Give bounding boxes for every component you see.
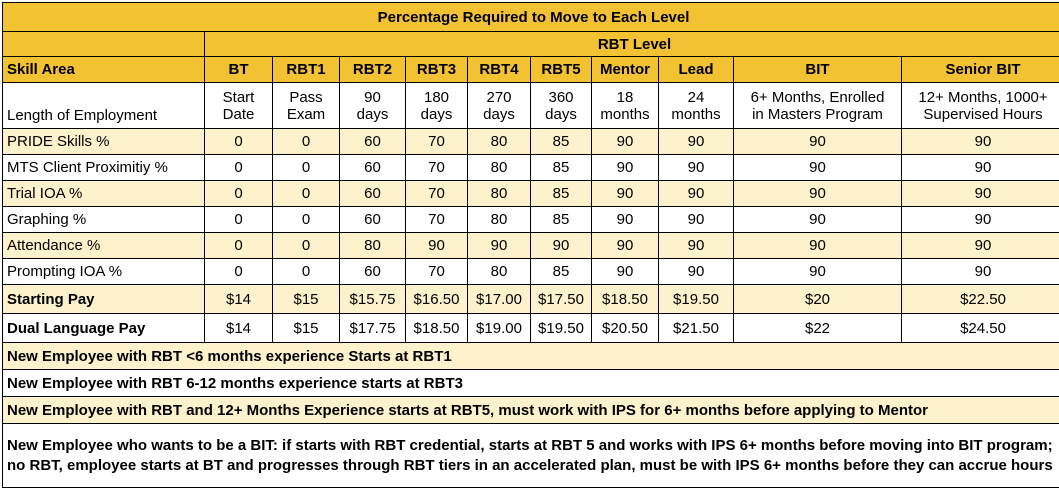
employment-cell: Pass Exam bbox=[273, 83, 340, 129]
skill-value: 80 bbox=[468, 207, 531, 233]
skill-value: 90 bbox=[902, 259, 1059, 285]
pay-value: $18.50 bbox=[406, 314, 468, 343]
employment-cell: 18 months bbox=[592, 83, 659, 129]
header-blank-cell bbox=[3, 32, 205, 57]
skill-value: 90 bbox=[734, 259, 902, 285]
skill-value: 90 bbox=[531, 233, 592, 259]
skill-value: 0 bbox=[273, 155, 340, 181]
skill-value: 0 bbox=[205, 129, 273, 155]
skill-value: 90 bbox=[734, 207, 902, 233]
employment-cell: 360 days bbox=[531, 83, 592, 129]
skill-value: 85 bbox=[531, 181, 592, 207]
skill-value: 90 bbox=[592, 181, 659, 207]
skill-value: 90 bbox=[659, 181, 734, 207]
skill-value: 90 bbox=[592, 155, 659, 181]
pay-value: $22 bbox=[734, 314, 902, 343]
skill-label: Graphing % bbox=[3, 207, 205, 233]
level-header-row bbox=[3, 57, 1059, 83]
skill-value: 60 bbox=[340, 129, 406, 155]
employment-label: Length of Employment bbox=[3, 83, 205, 129]
pay-value: $16.50 bbox=[406, 285, 468, 314]
pay-value: $14 bbox=[205, 285, 273, 314]
skill-value: 70 bbox=[406, 129, 468, 155]
skill-value: 90 bbox=[592, 259, 659, 285]
skill-value: 90 bbox=[734, 155, 902, 181]
employment-cell: 90 days bbox=[340, 83, 406, 129]
employment-cell: 24 months bbox=[659, 83, 734, 129]
skill-value: 70 bbox=[406, 181, 468, 207]
level-header: RBT1 bbox=[273, 57, 340, 83]
note-row bbox=[3, 424, 1059, 488]
pay-value: $15 bbox=[273, 314, 340, 343]
skill-value: 60 bbox=[340, 155, 406, 181]
pay-value: $19.50 bbox=[531, 314, 592, 343]
pay-label: Dual Language Pay bbox=[3, 314, 205, 343]
level-header: RBT5 bbox=[531, 57, 592, 83]
skill-value: 0 bbox=[273, 259, 340, 285]
note-row bbox=[3, 397, 1059, 424]
skill-value: 90 bbox=[902, 155, 1059, 181]
pay-value: $20 bbox=[734, 285, 902, 314]
note-row bbox=[3, 370, 1059, 397]
skill-label: Attendance % bbox=[3, 233, 205, 259]
employment-row bbox=[3, 83, 1059, 129]
note-text: New Employee with RBT and 12+ Months Experience starts at RBT5, must work with IPS for 6+ months before applying to Mentor bbox=[3, 397, 1059, 424]
skill-value: 85 bbox=[531, 207, 592, 233]
skill-value: 0 bbox=[205, 155, 273, 181]
level-header: Senior BIT bbox=[902, 57, 1059, 83]
skill-value: 0 bbox=[205, 233, 273, 259]
skill-value: 80 bbox=[468, 129, 531, 155]
pay-value: $20.50 bbox=[592, 314, 659, 343]
skill-row-mts bbox=[3, 155, 1059, 181]
level-header: BT bbox=[205, 57, 273, 83]
pay-value: $19.00 bbox=[468, 314, 531, 343]
level-header: Mentor bbox=[592, 57, 659, 83]
skill-value: 90 bbox=[902, 207, 1059, 233]
pay-value: $17.50 bbox=[531, 285, 592, 314]
pay-value: $21.50 bbox=[659, 314, 734, 343]
employment-cell: 12+ Months, 1000+ Supervised Hours bbox=[902, 83, 1059, 129]
note-text: New Employee with RBT 6-12 months experience starts at RBT3 bbox=[3, 370, 1059, 397]
skill-value: 60 bbox=[340, 259, 406, 285]
employment-cell: 270 days bbox=[468, 83, 531, 129]
skill-value: 85 bbox=[531, 259, 592, 285]
starting-pay-row bbox=[3, 285, 1059, 314]
skill-row-pride bbox=[3, 129, 1059, 155]
pay-value: $18.50 bbox=[592, 285, 659, 314]
skill-value: 0 bbox=[273, 129, 340, 155]
employment-cell: Start Date bbox=[205, 83, 273, 129]
skill-value: 0 bbox=[205, 259, 273, 285]
skill-area-header: Skill Area bbox=[3, 57, 205, 83]
skill-value: 60 bbox=[340, 207, 406, 233]
skill-value: 0 bbox=[273, 207, 340, 233]
skill-value: 70 bbox=[406, 207, 468, 233]
skill-label: Trial IOA % bbox=[3, 181, 205, 207]
pay-value: $22.50 bbox=[902, 285, 1059, 314]
skill-value: 90 bbox=[468, 233, 531, 259]
pay-label: Starting Pay bbox=[3, 285, 205, 314]
pay-value: $14 bbox=[205, 314, 273, 343]
level-header: BIT bbox=[734, 57, 902, 83]
note-text: New Employee who wants to be a BIT: if starts with RBT credential, starts at RBT 5 and works with IPS 6+ months before moving into BIT program; no RBT, employee starts at BT and progresses through RBT tiers in an accelerated plan, must be with IPS 6+ months before they can accrue hours bbox=[3, 424, 1059, 488]
level-header: RBT4 bbox=[468, 57, 531, 83]
skill-value: 90 bbox=[592, 207, 659, 233]
skill-value: 70 bbox=[406, 155, 468, 181]
skill-label: Prompting IOA % bbox=[3, 259, 205, 285]
skill-value: 80 bbox=[468, 181, 531, 207]
skill-label: MTS Client Proximitiy % bbox=[3, 155, 205, 181]
pay-value: $19.50 bbox=[659, 285, 734, 314]
pay-value: $15.75 bbox=[340, 285, 406, 314]
rbt-level-header: RBT Level bbox=[205, 32, 1059, 57]
note-text: New Employee with RBT <6 months experience Starts at RBT1 bbox=[3, 343, 1059, 370]
pay-value: $15 bbox=[273, 285, 340, 314]
employment-cell: 6+ Months, Enrolled in Masters Program bbox=[734, 83, 902, 129]
skill-value: 90 bbox=[902, 129, 1059, 155]
level-header: RBT3 bbox=[406, 57, 468, 83]
skill-label: PRIDE Skills % bbox=[3, 129, 205, 155]
level-header: Lead bbox=[659, 57, 734, 83]
pay-value: $24.50 bbox=[902, 314, 1059, 343]
skill-value: 80 bbox=[340, 233, 406, 259]
skill-value: 0 bbox=[273, 181, 340, 207]
employment-cell: 180 days bbox=[406, 83, 468, 129]
skill-value: 90 bbox=[406, 233, 468, 259]
skill-value: 85 bbox=[531, 155, 592, 181]
skill-value: 90 bbox=[902, 181, 1059, 207]
skill-value: 0 bbox=[205, 207, 273, 233]
skill-row-trial-ioa bbox=[3, 181, 1059, 207]
skill-value: 80 bbox=[468, 259, 531, 285]
skill-value: 90 bbox=[902, 233, 1059, 259]
skill-value: 70 bbox=[406, 259, 468, 285]
skill-value: 90 bbox=[659, 259, 734, 285]
skill-value: 90 bbox=[734, 181, 902, 207]
skill-value: 80 bbox=[468, 155, 531, 181]
skill-value: 90 bbox=[659, 129, 734, 155]
table-title: Percentage Required to Move to Each Level bbox=[3, 3, 1059, 32]
skill-value: 90 bbox=[592, 129, 659, 155]
skill-row-attendance bbox=[3, 233, 1059, 259]
skill-value: 90 bbox=[734, 233, 902, 259]
skill-value: 90 bbox=[592, 233, 659, 259]
skill-value: 85 bbox=[531, 129, 592, 155]
level-requirements-table bbox=[2, 2, 1059, 488]
skill-value: 0 bbox=[205, 181, 273, 207]
skill-value: 60 bbox=[340, 181, 406, 207]
note-row bbox=[3, 343, 1059, 370]
level-header: RBT2 bbox=[340, 57, 406, 83]
dual-language-pay-row bbox=[3, 314, 1059, 343]
skill-value: 0 bbox=[273, 233, 340, 259]
skill-value: 90 bbox=[659, 207, 734, 233]
skill-value: 90 bbox=[659, 155, 734, 181]
pay-value: $17.75 bbox=[340, 314, 406, 343]
skill-row-prompting-ioa bbox=[3, 259, 1059, 285]
pay-value: $17.00 bbox=[468, 285, 531, 314]
skill-value: 90 bbox=[734, 129, 902, 155]
skill-value: 90 bbox=[659, 233, 734, 259]
skill-row-graphing bbox=[3, 207, 1059, 233]
